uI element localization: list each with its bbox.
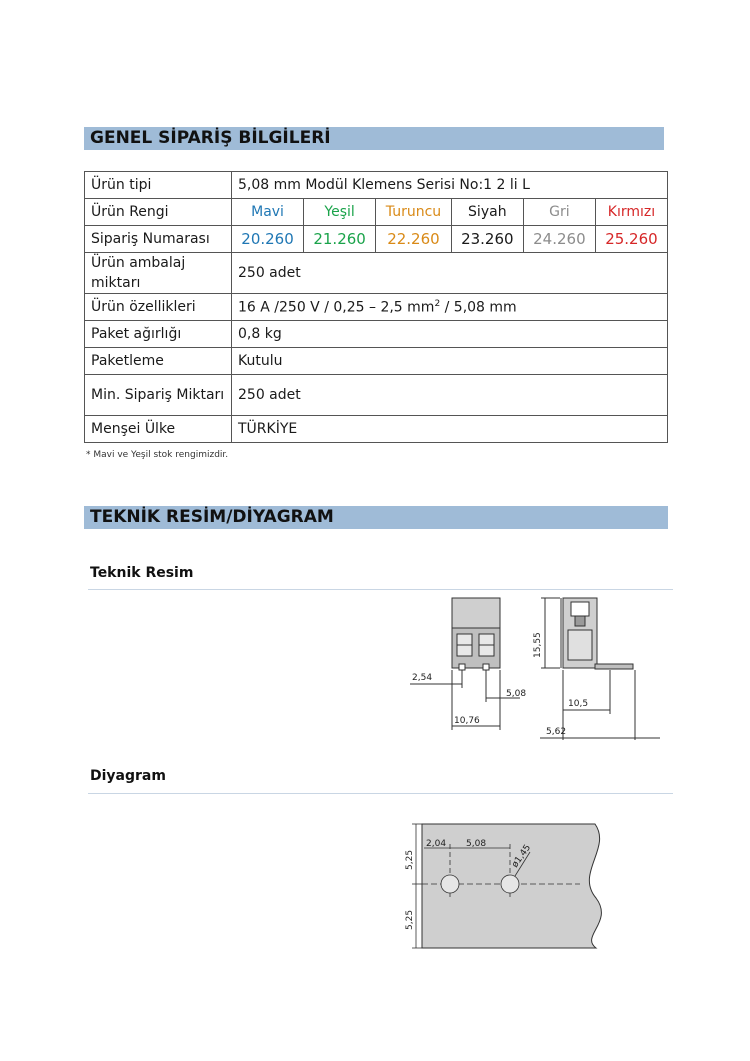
section-header-general [84,127,664,150]
color-name-turuncu: Turuncu [376,199,452,226]
technical-drawing [400,592,670,742]
color-name-kirmizi: Kırmızı [595,199,667,226]
row-value [232,294,668,321]
order-info-table [84,171,668,443]
table-row [85,172,668,199]
table-row [85,375,668,416]
order-code-kirmizi: 25.260 [595,226,667,253]
dim-label: 10,76 [454,716,480,726]
dim-label: 15,55 [533,632,543,658]
hole-1 [441,875,459,893]
row-value: 0,8 kg [232,321,668,348]
row-value: Kutulu [232,348,668,375]
table-row [85,294,668,321]
spec-value-tail: / 5,08 mm [440,299,517,316]
color-name-gri: Gri [523,199,595,226]
order-code-yesil: 21.260 [304,226,376,253]
spec-value-superscript: 2 [434,298,441,309]
row-label: Min. Sipariş Miktarı [85,375,232,416]
table-row [85,253,668,294]
terminal-top-block [452,598,500,628]
table-row [85,226,668,253]
dim-label: 5,25 [405,909,415,930]
hole-2 [501,875,519,893]
color-name-siyah: Siyah [451,199,523,226]
row-value: TÜRKİYE [232,416,668,443]
dim-label: 5,08 [466,839,487,849]
row-label: Ürün özellikleri [85,294,232,321]
row-label: Ürün Rengi [85,199,232,226]
color-name-mavi: Mavi [232,199,304,226]
table-row [85,416,668,443]
divider [88,793,673,794]
row-value: 250 adet [232,253,668,294]
order-code-siyah: 23.260 [451,226,523,253]
dim-label: 5,62 [546,727,567,737]
dim-label: 5,25 [405,849,415,870]
row-value: 5,08 mm Modül Klemens Serisi No:1 2 li L [232,172,668,199]
dim-label: 2,04 [426,839,447,849]
order-code-gri: 24.260 [523,226,595,253]
row-label: Paket ağırlığı [85,321,232,348]
dim-label: 2,54 [412,673,433,683]
section-title: GENEL SİPARİŞ BİLGİLERİ [90,128,331,148]
row-label: Paketleme [85,348,232,375]
stock-note: * Mavi ve Yeşil stok rengimizdir. [86,450,229,460]
row-value: 250 adet [232,375,668,416]
row-label: Ürün tipi [85,172,232,199]
color-name-yesil: Yeşil [304,199,376,226]
row-label: Sipariş Numarası [85,226,232,253]
table-row [85,321,668,348]
pcb-diagram [400,818,620,952]
divider [88,589,673,590]
order-code-mavi: 20.260 [232,226,304,253]
section-title: TEKNİK RESİM/DİYAGRAM [90,507,334,527]
row-label: Ürün ambalaj miktarı [85,253,232,294]
subsection-title-technical-drawing: Teknik Resim [90,565,194,581]
subsection-title-diagram: Diyagram [90,768,166,784]
dim-label: 10,5 [568,699,589,709]
spec-value-main: 16 A /250 V / 0,25 – 2,5 mm [238,299,435,316]
row-label: Menşei Ülke [85,416,232,443]
table-row [85,199,668,226]
dim-label: 5,08 [506,689,527,699]
dim-label: ø1,45 [510,843,534,870]
order-code-turuncu: 22.260 [376,226,452,253]
table-row [85,348,668,375]
section-header-technical [84,506,668,529]
